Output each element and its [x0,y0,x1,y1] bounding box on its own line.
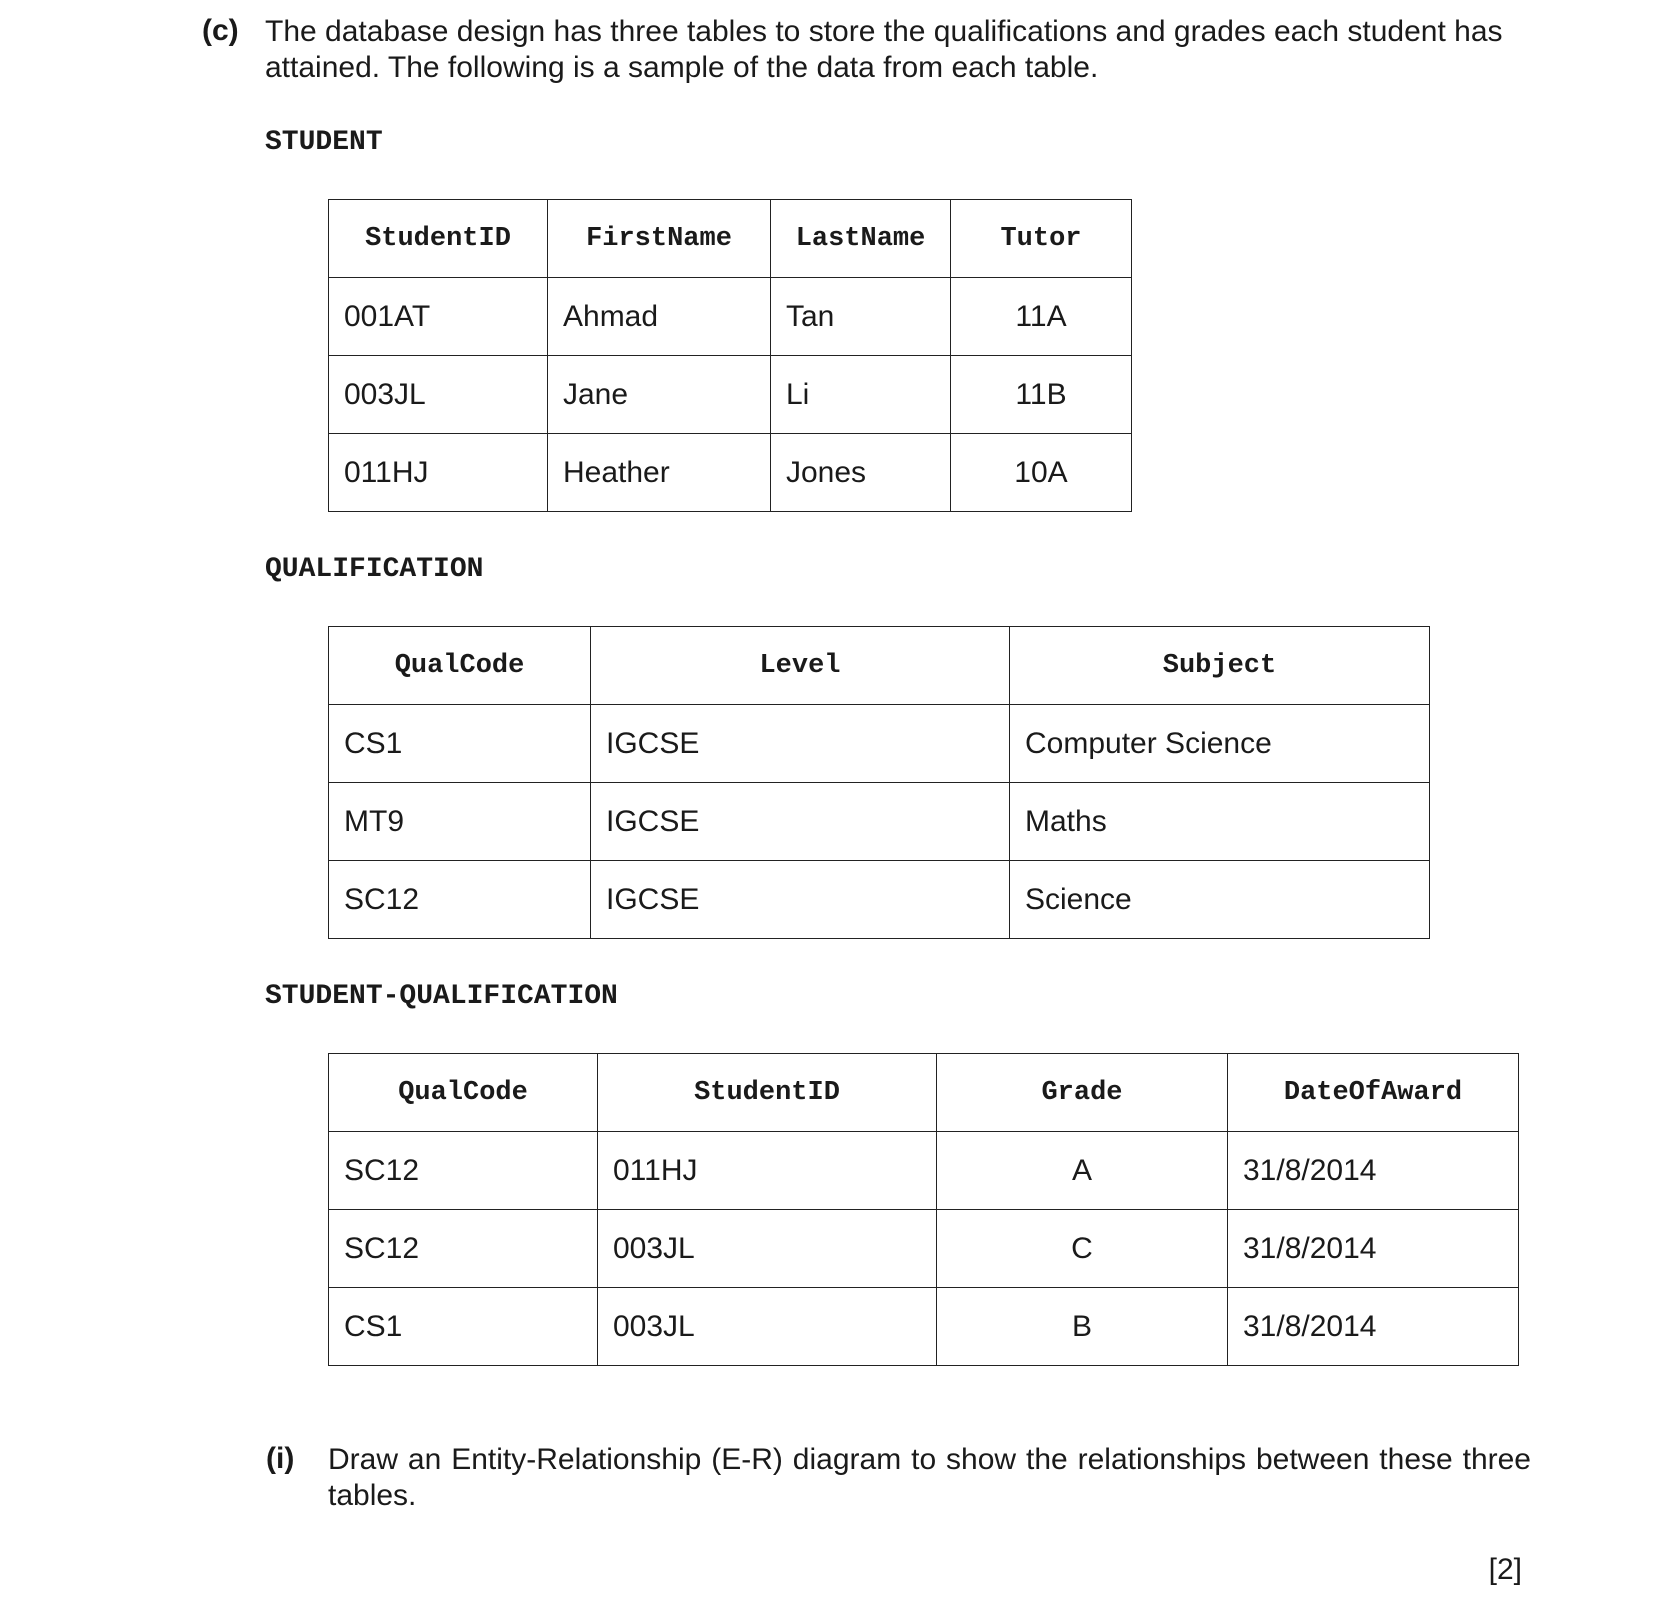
table-cell: IGCSE [591,705,1010,783]
table-row [329,861,1430,939]
column-header: Subject [1010,627,1430,705]
table-cell: IGCSE [591,783,1010,861]
part-label: (c) [202,14,239,47]
column-header: QualCode [329,1054,598,1132]
table-cell: 011HJ [329,434,548,512]
table-cell: A [937,1132,1228,1210]
table-cell: Science [1010,861,1430,939]
student-table-title: STUDENT [265,127,383,158]
table-row [329,1132,1519,1210]
table-cell: 31/8/2014 [1228,1288,1519,1366]
student-qualification-table-title: STUDENT-QUALIFICATION [265,981,618,1012]
table-row [329,783,1430,861]
column-header: QualCode [329,627,591,705]
table-cell: 10A [951,434,1132,512]
table-cell: 003JL [329,356,548,434]
question-intro: The database design has three tables to store the qualifications and grades each student has attained. The following is a sample of the data from each table. [265,15,1503,84]
column-header: DateOfAward [1228,1054,1519,1132]
table-cell: 31/8/2014 [1228,1132,1519,1210]
table-cell: Li [771,356,951,434]
table-cell: 003JL [598,1288,937,1366]
table-cell: 011HJ [598,1132,937,1210]
table-cell: SC12 [329,1210,598,1288]
table-cell: 31/8/2014 [1228,1210,1519,1288]
table-row [329,278,1132,356]
student-table [328,199,1132,512]
table-cell: Computer Science [1010,705,1430,783]
column-header: LastName [771,200,951,278]
column-header: Tutor [951,200,1132,278]
table-cell: Maths [1010,783,1430,861]
table-row [329,705,1430,783]
marks-label: [2] [1488,1553,1522,1586]
table-cell: B [937,1288,1228,1366]
table-cell: 001AT [329,278,548,356]
student-qualification-table [328,1053,1519,1366]
table-row [329,434,1132,512]
table-row [329,356,1132,434]
table-cell: CS1 [329,1288,598,1366]
table-cell: SC12 [329,1132,598,1210]
table-cell: Jones [771,434,951,512]
table-cell: CS1 [329,705,591,783]
column-header: StudentID [598,1054,937,1132]
qualification-table-title: QUALIFICATION [265,554,484,585]
table-cell: Ahmad [548,278,771,356]
sub-question-label: (i) [266,1442,295,1475]
column-header: Level [591,627,1010,705]
table-cell: 11B [951,356,1132,434]
table-cell: MT9 [329,783,591,861]
table-header-row [329,1054,1519,1132]
column-header: Grade [937,1054,1228,1132]
qualification-table [328,626,1430,939]
table-header-row [329,200,1132,278]
table-cell: 11A [951,278,1132,356]
table-cell: SC12 [329,861,591,939]
sub-question-text: Draw an Entity-Relationship (E-R) diagram to show the relationships between these three tables. [328,1443,1531,1512]
column-header: FirstName [548,200,771,278]
table-cell: C [937,1210,1228,1288]
table-cell: Heather [548,434,771,512]
table-row [329,1288,1519,1366]
table-cell: 003JL [598,1210,937,1288]
table-cell: Tan [771,278,951,356]
table-row [329,1210,1519,1288]
table-cell: Jane [548,356,771,434]
column-header: StudentID [329,200,548,278]
table-cell: IGCSE [591,861,1010,939]
table-header-row [329,627,1430,705]
